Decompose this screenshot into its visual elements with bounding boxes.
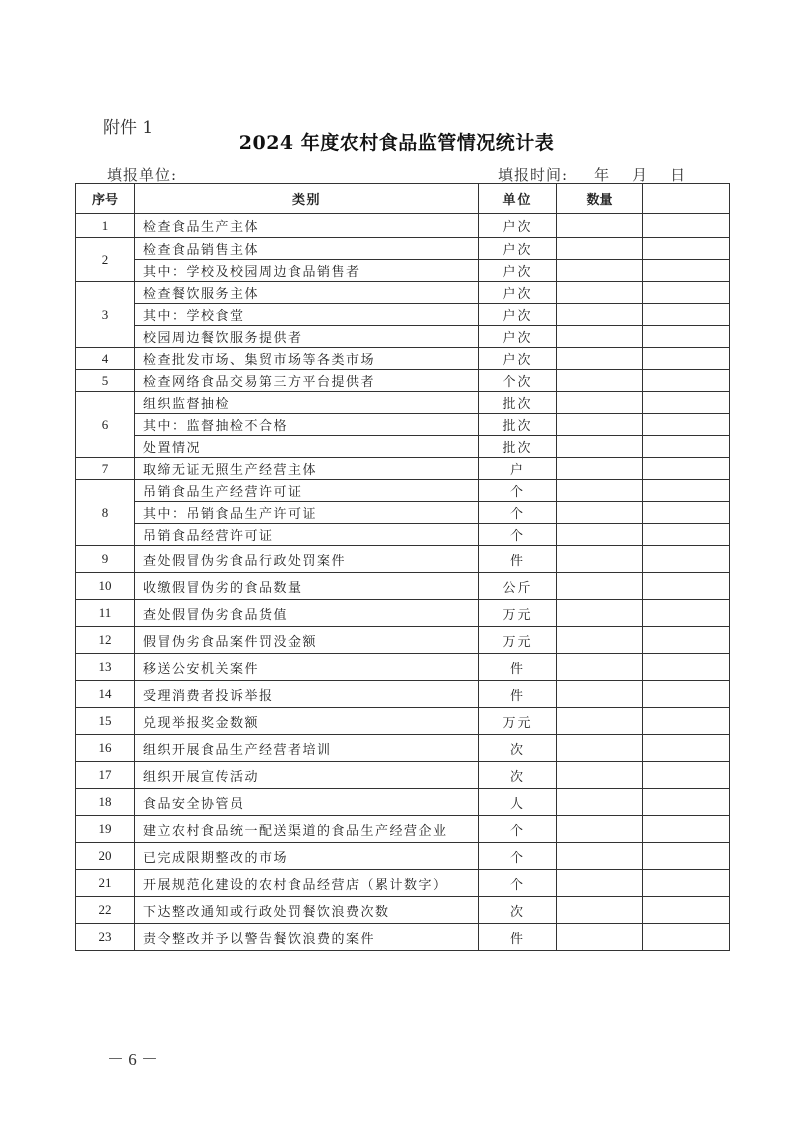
- quantity-cell[interactable]: [557, 681, 643, 708]
- header-extra: [643, 184, 730, 214]
- unit-cell: 户次: [479, 260, 557, 282]
- category-cell: 吊销食品经营许可证: [135, 524, 479, 546]
- quantity-cell[interactable]: [557, 546, 643, 573]
- unit-cell: 件: [479, 681, 557, 708]
- category-cell: 检查餐饮服务主体: [135, 282, 479, 304]
- unit-cell: 户: [479, 458, 557, 480]
- table-row: [76, 870, 730, 897]
- unit-cell: 次: [479, 735, 557, 762]
- quantity-cell[interactable]: [557, 816, 643, 843]
- table-row: [76, 458, 730, 480]
- unit-cell: 万元: [479, 708, 557, 735]
- row-number: 12: [76, 627, 135, 654]
- table-row: [76, 573, 730, 600]
- extra-cell[interactable]: [643, 681, 730, 708]
- quantity-cell[interactable]: [557, 870, 643, 897]
- unit-cell: 万元: [479, 600, 557, 627]
- extra-cell[interactable]: [643, 546, 730, 573]
- category-cell: 假冒伪劣食品案件罚没金额: [135, 627, 479, 654]
- extra-cell[interactable]: [643, 436, 730, 458]
- extra-cell[interactable]: [643, 414, 730, 436]
- category-cell: 校园周边餐饮服务提供者: [135, 326, 479, 348]
- category-cell: 吊销食品生产经营许可证: [135, 480, 479, 502]
- extra-cell[interactable]: [643, 214, 730, 238]
- row-number: 22: [76, 897, 135, 924]
- extra-cell[interactable]: [643, 458, 730, 480]
- quantity-cell[interactable]: [557, 789, 643, 816]
- unit-cell: 万元: [479, 627, 557, 654]
- unit-cell: 批次: [479, 414, 557, 436]
- extra-cell[interactable]: [643, 897, 730, 924]
- quantity-cell[interactable]: [557, 238, 643, 260]
- table-row: [76, 480, 730, 502]
- extra-cell[interactable]: [643, 654, 730, 681]
- table-row: [76, 843, 730, 870]
- unit-cell: 户次: [479, 304, 557, 326]
- row-number: 2: [76, 238, 135, 282]
- quantity-cell[interactable]: [557, 762, 643, 789]
- unit-cell: 次: [479, 897, 557, 924]
- unit-cell: 公斤: [479, 573, 557, 600]
- category-cell: 查处假冒伪劣食品行政处罚案件: [135, 546, 479, 573]
- quantity-cell[interactable]: [557, 392, 643, 414]
- table-row: [76, 326, 730, 348]
- row-number: 15: [76, 708, 135, 735]
- unit-cell: 个: [479, 816, 557, 843]
- table-row: [76, 546, 730, 573]
- page-title: 2024 年度农村食品监管情况统计表: [238, 132, 555, 154]
- quantity-cell[interactable]: [557, 924, 643, 951]
- quantity-cell[interactable]: [557, 897, 643, 924]
- extra-cell[interactable]: [643, 600, 730, 627]
- row-number: 20: [76, 843, 135, 870]
- fill-time: [498, 164, 686, 185]
- category-cell: 组织开展宣传活动: [135, 762, 479, 789]
- quantity-cell[interactable]: [557, 600, 643, 627]
- table-row: [76, 282, 730, 304]
- fill-time-day: 日: [670, 166, 687, 184]
- category-cell: 查处假冒伪劣食品货值: [135, 600, 479, 627]
- unit-cell: 件: [479, 654, 557, 681]
- category-cell: 检查食品生产主体: [135, 214, 479, 238]
- quantity-cell[interactable]: [557, 654, 643, 681]
- quantity-cell[interactable]: [557, 708, 643, 735]
- quantity-cell[interactable]: [557, 436, 643, 458]
- quantity-cell[interactable]: [557, 260, 643, 282]
- table-row: [76, 502, 730, 524]
- extra-cell[interactable]: [643, 735, 730, 762]
- row-number: 5: [76, 370, 135, 392]
- table-row: [76, 789, 730, 816]
- category-cell: 其中：监督抽检不合格: [135, 414, 479, 436]
- table-row: [76, 762, 730, 789]
- table-row: [76, 414, 730, 436]
- extra-cell[interactable]: [643, 627, 730, 654]
- extra-cell[interactable]: [643, 502, 730, 524]
- row-number: 17: [76, 762, 135, 789]
- extra-cell[interactable]: [643, 282, 730, 304]
- row-number: 6: [76, 392, 135, 458]
- category-cell: 检查食品销售主体: [135, 238, 479, 260]
- quantity-cell[interactable]: [557, 326, 643, 348]
- unit-cell: 户次: [479, 282, 557, 304]
- category-cell: 其中：学校及校园周边食品销售者: [135, 260, 479, 282]
- quantity-cell[interactable]: [557, 214, 643, 238]
- extra-cell[interactable]: [643, 843, 730, 870]
- table-row: [76, 214, 730, 238]
- header-quantity: 数量: [557, 184, 643, 214]
- category-cell: 建立农村食品统一配送渠道的食品生产经营企业: [135, 816, 479, 843]
- category-cell: 组织开展食品生产经营者培训: [135, 735, 479, 762]
- category-cell: 移送公安机关案件: [135, 654, 479, 681]
- quantity-cell[interactable]: [557, 480, 643, 502]
- quantity-cell[interactable]: [557, 370, 643, 392]
- quantity-cell[interactable]: [557, 458, 643, 480]
- extra-cell[interactable]: [643, 326, 730, 348]
- table-row: [76, 348, 730, 370]
- row-number: 10: [76, 573, 135, 600]
- table-row: [76, 924, 730, 951]
- quantity-cell[interactable]: [557, 282, 643, 304]
- unit-cell: 个: [479, 524, 557, 546]
- extra-cell[interactable]: [643, 789, 730, 816]
- table-header-row: [76, 184, 730, 214]
- header-no: 序号: [76, 184, 135, 214]
- fill-unit-label: 填报单位:: [107, 166, 178, 184]
- extra-cell[interactable]: [643, 304, 730, 326]
- quantity-cell[interactable]: [557, 627, 643, 654]
- unit-cell: 人: [479, 789, 557, 816]
- row-number: 13: [76, 654, 135, 681]
- extra-cell[interactable]: [643, 870, 730, 897]
- category-cell: 兑现举报奖金数额: [135, 708, 479, 735]
- quantity-cell[interactable]: [557, 414, 643, 436]
- table-row: [76, 654, 730, 681]
- header-unit: 单位: [479, 184, 557, 214]
- row-number: 19: [76, 816, 135, 843]
- extra-cell[interactable]: [643, 370, 730, 392]
- row-number: 9: [76, 546, 135, 573]
- quantity-cell[interactable]: [557, 304, 643, 326]
- category-cell: 检查批发市场、集贸市场等各类市场: [135, 348, 479, 370]
- table-row: [76, 627, 730, 654]
- table-row: [76, 600, 730, 627]
- row-number: 18: [76, 789, 135, 816]
- category-cell: 食品安全协管员: [135, 789, 479, 816]
- row-number: 4: [76, 348, 135, 370]
- quantity-cell[interactable]: [557, 502, 643, 524]
- extra-cell[interactable]: [643, 238, 730, 260]
- category-cell: 其中：吊销食品生产许可证: [135, 502, 479, 524]
- unit-cell: 户次: [479, 214, 557, 238]
- table-row: [76, 735, 730, 762]
- fill-time-month: 月: [632, 166, 649, 184]
- extra-cell[interactable]: [643, 392, 730, 414]
- row-number: 11: [76, 600, 135, 627]
- unit-cell: 批次: [479, 436, 557, 458]
- unit-cell: 个: [479, 480, 557, 502]
- category-cell: 开展规范化建设的农村食品经营店（累计数字）: [135, 870, 479, 897]
- extra-cell[interactable]: [643, 348, 730, 370]
- row-number: 23: [76, 924, 135, 951]
- category-cell: 已完成限期整改的市场: [135, 843, 479, 870]
- table-row: [76, 238, 730, 260]
- category-cell: 受理消费者投诉举报: [135, 681, 479, 708]
- table-row: [76, 260, 730, 282]
- quantity-cell[interactable]: [557, 348, 643, 370]
- table-row: [76, 524, 730, 546]
- quantity-cell[interactable]: [557, 735, 643, 762]
- extra-cell[interactable]: [643, 762, 730, 789]
- unit-cell: 件: [479, 924, 557, 951]
- extra-cell[interactable]: [643, 816, 730, 843]
- unit-cell: 户次: [479, 326, 557, 348]
- table-row: [76, 708, 730, 735]
- row-number: 1: [76, 214, 135, 238]
- extra-cell[interactable]: [643, 260, 730, 282]
- category-cell: 组织监督抽检: [135, 392, 479, 414]
- table-row: [76, 436, 730, 458]
- unit-cell: 个: [479, 843, 557, 870]
- table-row: [76, 304, 730, 326]
- unit-cell: 户次: [479, 238, 557, 260]
- table-row: [76, 370, 730, 392]
- table-row: [76, 681, 730, 708]
- table-row: [76, 897, 730, 924]
- row-number: 21: [76, 870, 135, 897]
- unit-cell: 批次: [479, 392, 557, 414]
- unit-cell: 个: [479, 502, 557, 524]
- category-cell: 取缔无证无照生产经营主体: [135, 458, 479, 480]
- table-row: [76, 816, 730, 843]
- quantity-cell[interactable]: [557, 843, 643, 870]
- category-cell: 收缴假冒伪劣的食品数量: [135, 573, 479, 600]
- page-number: － 6 －: [107, 1050, 158, 1069]
- row-number: 8: [76, 480, 135, 546]
- row-number: 3: [76, 282, 135, 348]
- unit-cell: 户次: [479, 348, 557, 370]
- extra-cell[interactable]: [643, 573, 730, 600]
- fill-time-label: 填报时间:: [498, 166, 569, 184]
- header-category: 类别: [135, 184, 479, 214]
- extra-cell[interactable]: [643, 480, 730, 502]
- attachment-label: 附件 1: [103, 118, 154, 138]
- table-row: [76, 392, 730, 414]
- statistics-table: [75, 183, 730, 951]
- category-cell: 其中：学校食堂: [135, 304, 479, 326]
- extra-cell[interactable]: [643, 708, 730, 735]
- category-cell: 检查网络食品交易第三方平台提供者: [135, 370, 479, 392]
- quantity-cell[interactable]: [557, 524, 643, 546]
- unit-cell: 次: [479, 762, 557, 789]
- quantity-cell[interactable]: [557, 573, 643, 600]
- extra-cell[interactable]: [643, 524, 730, 546]
- unit-cell: 个次: [479, 370, 557, 392]
- category-cell: 处置情况: [135, 436, 479, 458]
- category-cell: 下达整改通知或行政处罚餐饮浪费次数: [135, 897, 479, 924]
- fill-time-year: 年: [594, 166, 611, 184]
- extra-cell[interactable]: [643, 924, 730, 951]
- table-body: [76, 214, 730, 951]
- category-cell: 责令整改并予以警告餐饮浪费的案件: [135, 924, 479, 951]
- row-number: 14: [76, 681, 135, 708]
- row-number: 16: [76, 735, 135, 762]
- row-number: 7: [76, 458, 135, 480]
- unit-cell: 件: [479, 546, 557, 573]
- unit-cell: 个: [479, 870, 557, 897]
